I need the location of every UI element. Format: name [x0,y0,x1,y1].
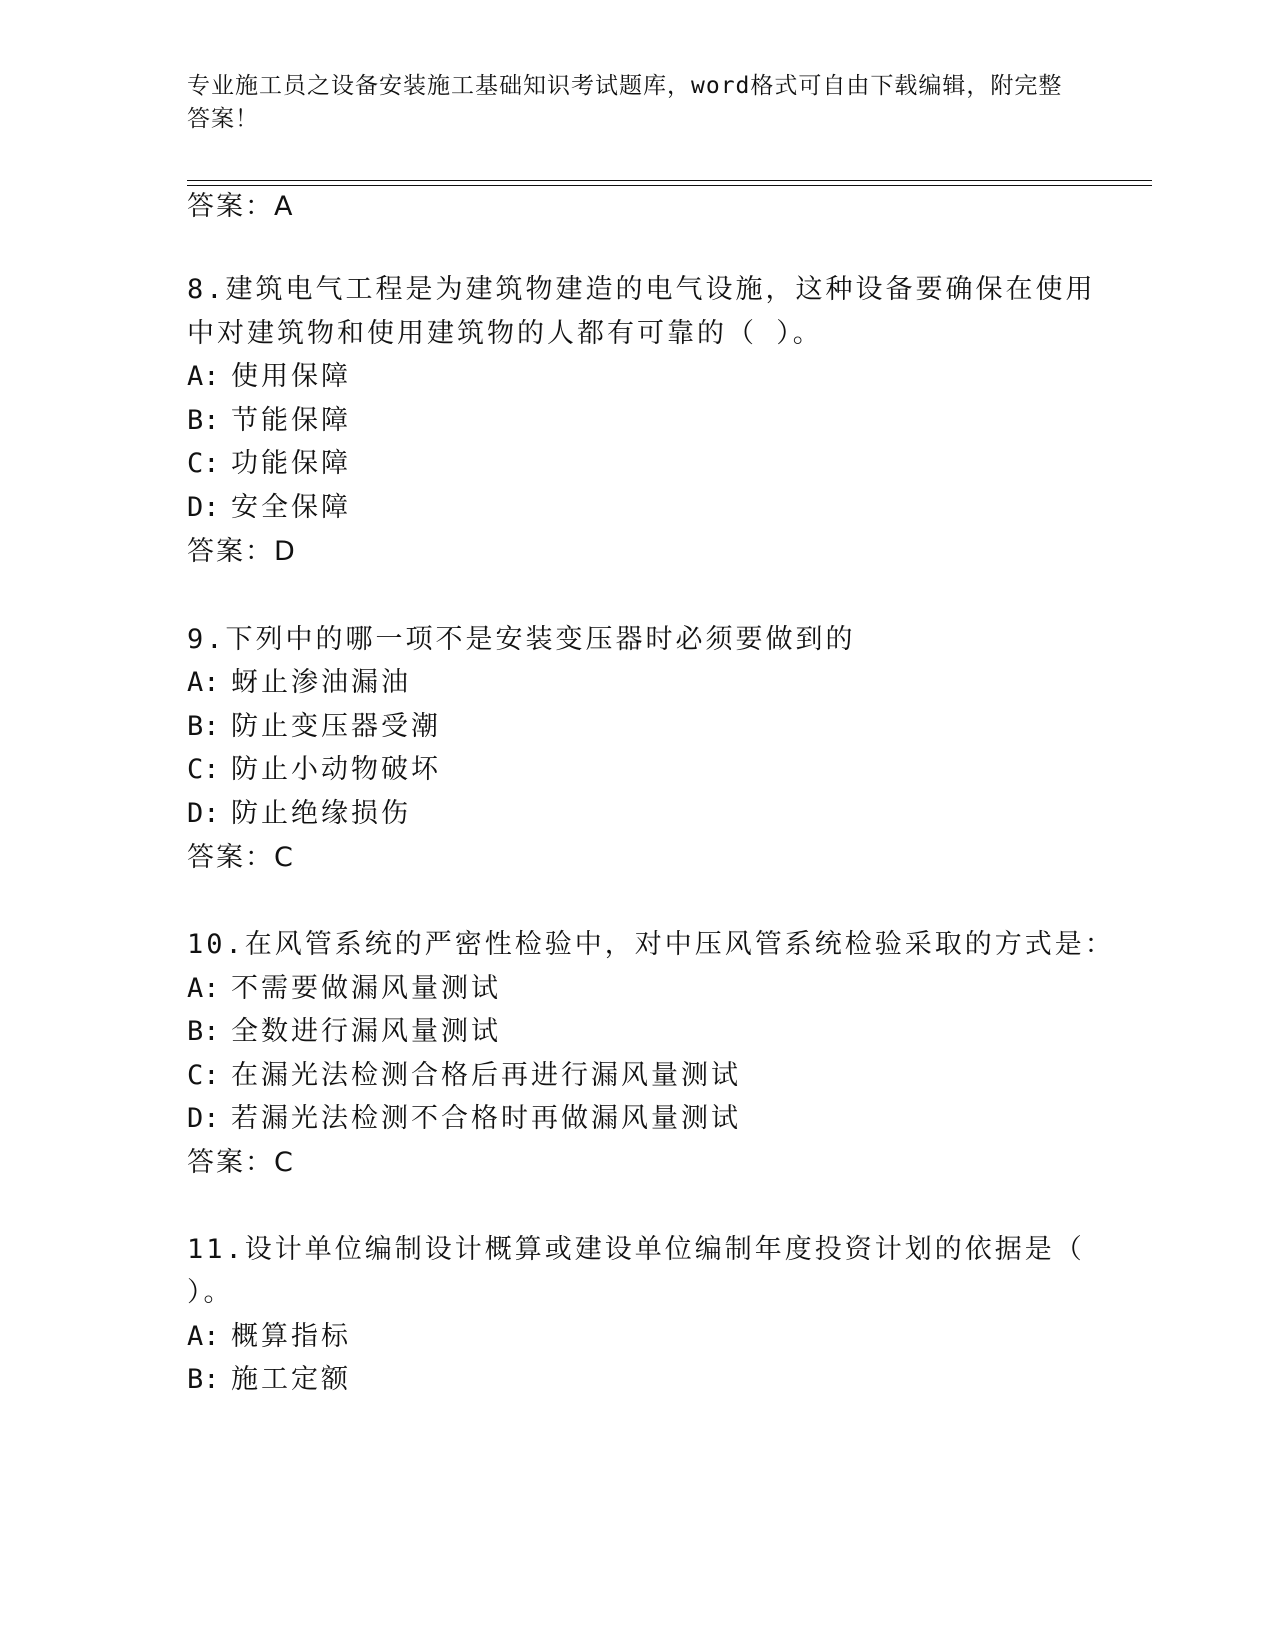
option-line [187,1362,351,1398]
option-text: 施工定额 [231,1364,351,1395]
option-text: 不需要做漏风量测试 [231,973,501,1004]
option-line [187,709,441,745]
question-text: 10.在风管系统的严密性检验中，对中压风管系统检验采取的方式是： [187,929,1115,960]
option-text: 安全保障 [231,492,351,523]
option-text: 若漏光法检测不合格时再做漏风量测试 [231,1103,741,1134]
header-rule-thick [187,180,1152,181]
answer-line: 答案：A [187,191,295,222]
option-label: C: [187,1060,220,1091]
option-label: D: [187,1103,220,1134]
option-line [187,796,411,832]
answer-line: 答案：C [187,842,295,873]
option-text: 概算指标 [231,1321,351,1352]
question-text: 8.建筑电气工程是为建筑物建造的电气设施，这种设备要确保在使用 [187,274,1096,305]
option-line [187,359,351,395]
option-line [187,752,441,788]
option-text: 防止绝缘损伤 [231,798,411,829]
header-rule-thin [187,185,1152,186]
option-label: C: [187,754,220,785]
option-label: B: [187,1016,220,1047]
question-text: 9.下列中的哪一项不是安装变压器时必须要做到的 [187,624,856,655]
option-label: A: [187,1321,220,1352]
option-text: 蚜止渗油漏油 [231,667,411,698]
option-label: D: [187,798,220,829]
option-label: C: [187,448,220,479]
option-line [187,971,501,1007]
option-label: B: [187,405,220,436]
answer-line: 答案：D [187,536,297,567]
option-line [187,446,351,482]
option-text: 全数进行漏风量测试 [231,1016,501,1047]
option-text: 功能保障 [231,448,351,479]
option-line [187,1319,351,1355]
option-text: 使用保障 [231,361,351,392]
question-text: 11.设计单位编制设计概算或建设单位编制年度投资计划的依据是（ [187,1234,1085,1265]
option-label: A: [187,361,220,392]
option-text: 节能保障 [231,405,351,436]
option-line [187,1058,741,1094]
option-label: D: [187,492,220,523]
option-line [187,1014,501,1050]
option-line [187,403,351,439]
option-line [187,1101,741,1137]
question-text: ）。 [187,1277,234,1308]
question-text: 中对建筑物和使用建筑物的人都有可靠的（ ）。 [187,318,823,349]
option-label: B: [187,711,220,742]
option-text: 防止变压器受潮 [231,711,441,742]
document-header: 专业施工员之设备安装施工基础知识考试题库，word格式可自由下载编辑，附完整答案！ [187,73,1063,132]
option-label: A: [187,973,220,1004]
option-line [187,665,411,701]
option-label: A: [187,667,220,698]
option-line [187,490,351,526]
option-text: 在漏光法检测合格后再进行漏风量测试 [231,1060,741,1091]
option-text: 防止小动物破坏 [231,754,441,785]
option-label: B: [187,1364,220,1395]
answer-line: 答案：C [187,1147,295,1178]
